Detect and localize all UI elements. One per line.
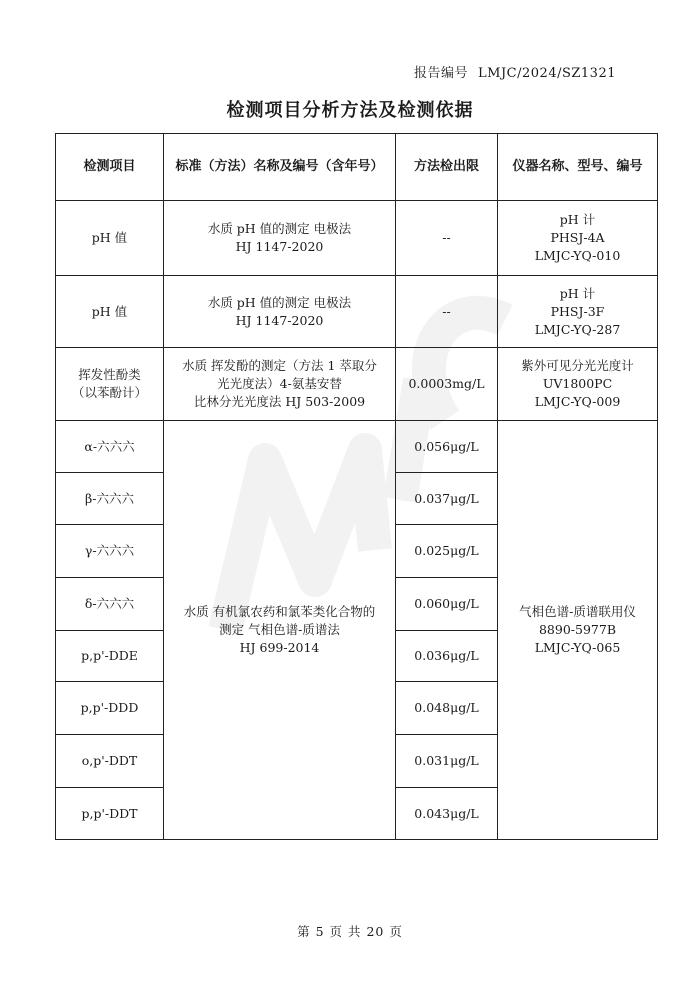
cell-limit: 0.048μg/L: [396, 682, 498, 735]
cell-limit: 0.056μg/L: [396, 421, 498, 473]
cell-limit: 0.031μg/L: [396, 735, 498, 788]
cell-method: 水质 挥发酚的测定（方法 1 萃取分 光光度法）4-氨基安替 比林分光光度法 HJ 503-2009: [164, 348, 396, 421]
cell-item: pH 值: [56, 201, 164, 276]
cell-item: γ-六六六: [56, 525, 164, 578]
table-row: [56, 201, 658, 276]
cell-item: pH 值: [56, 276, 164, 348]
cell-instrument: 紫外可见分光光度计 UV1800PC LMJC-YQ-009: [498, 348, 658, 421]
report-number-label: 报告编号: [414, 66, 469, 81]
cell-item: p,p'-DDE: [56, 631, 164, 682]
cell-limit: --: [396, 276, 498, 348]
cell-item: β-六六六: [56, 473, 164, 525]
cell-instrument: pH 计 PHSJ-4A LMJC-YQ-010: [498, 201, 658, 276]
table-row: [56, 421, 658, 473]
page-title: 检测项目分析方法及检测依据: [226, 100, 474, 121]
column-header-method: 标准（方法）名称及编号（含年号）: [164, 134, 396, 201]
report-number-value: LMJC/2024/SZ1321: [478, 66, 616, 81]
table-header-row: [56, 134, 658, 201]
cell-limit: 0.0003mg/L: [396, 348, 498, 421]
table-row: [56, 276, 658, 348]
methods-table: [55, 133, 658, 840]
column-header-limit: 方法检出限: [396, 134, 498, 201]
cell-limit: 0.036μg/L: [396, 631, 498, 682]
cell-item: p,p'-DDD: [56, 682, 164, 735]
cell-limit: 0.060μg/L: [396, 578, 498, 631]
column-header-instrument: 仪器名称、型号、编号: [498, 134, 658, 201]
table-row: [56, 348, 658, 421]
cell-limit: 0.037μg/L: [396, 473, 498, 525]
cell-item: o,p'-DDT: [56, 735, 164, 788]
cell-item: α-六六六: [56, 421, 164, 473]
cell-limit: 0.043μg/L: [396, 788, 498, 840]
cell-limit: --: [396, 201, 498, 276]
cell-item: δ-六六六: [56, 578, 164, 631]
cell-method-merged: 水质 有机氯农药和氯苯类化合物的 测定 气相色谱-质谱法 HJ 699-2014: [164, 421, 396, 840]
cell-instrument: pH 计 PHSJ-3F LMJC-YQ-287: [498, 276, 658, 348]
report-number: [414, 62, 616, 81]
cell-item: 挥发性酚类 （以苯酚计）: [56, 348, 164, 421]
page-footer: 第 5 页 共 20 页: [297, 924, 403, 939]
cell-method: 水质 pH 值的测定 电极法 HJ 1147-2020: [164, 276, 396, 348]
cell-limit: 0.025μg/L: [396, 525, 498, 578]
cell-item: p,p'-DDT: [56, 788, 164, 840]
cell-method: 水质 pH 值的测定 电极法 HJ 1147-2020: [164, 201, 396, 276]
column-header-item: 检测项目: [56, 134, 164, 201]
cell-instrument-merged: 气相色谱-质谱联用仪 8890-5977B LMJC-YQ-065: [498, 421, 658, 840]
